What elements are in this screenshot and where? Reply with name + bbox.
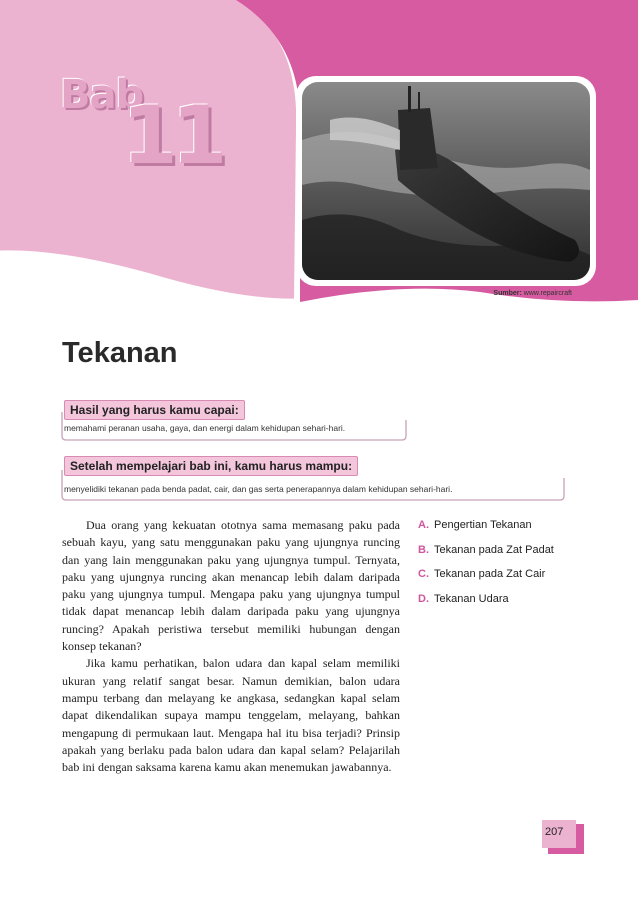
toc-label: Tekanan pada Zat Cair xyxy=(434,568,546,580)
toc-letter: D. xyxy=(418,592,429,605)
objectives-heading: Setelah mempelajari bab ini, kamu harus mampu: xyxy=(64,456,358,476)
photo-source xyxy=(440,290,572,297)
chapter-title: Tekanan xyxy=(62,337,178,369)
page-number-badge xyxy=(538,818,588,858)
photo-source-label: Sumber: xyxy=(493,290,522,297)
intro-paragraph-1: Dua orang yang kekuatan ototnya sama memasang paku pada sebuah kayu, yang satu menggunakan paku yang ujungnya runcing dan yang lain menggunakan paku yang ujungnya tumpul. Ternyata, paku yang ujungnya runcing akan menancap lebih dalam daripada paku yang ujungnya tumpul. Mengapa paku yang ujungnya tumpul tidak dapat menancap lebih dalam daripada paku yang ujungnya runcing? Apakah peristiwa tersebut memiliki hubungan dengan konsep tekanan? xyxy=(62,518,400,654)
toc-label: Tekanan Udara xyxy=(434,592,509,605)
toc-item[interactable] xyxy=(418,519,588,544)
chapter-contents xyxy=(418,519,588,617)
toc-item[interactable] xyxy=(418,544,588,569)
chapter-header-art xyxy=(0,0,638,310)
submarine-photo xyxy=(302,82,590,280)
goals-text: memahami peranan usaha, gaya, dan energi dalam kehidupan sehari-hari. xyxy=(64,423,346,433)
photo-source-value: www.repaircraft xyxy=(523,290,572,297)
toc-letter: C. xyxy=(418,568,429,580)
toc-label: Pengertian Tekanan xyxy=(434,519,532,531)
toc-item[interactable] xyxy=(418,593,588,618)
toc-letter: B. xyxy=(418,543,429,556)
toc-label: Tekanan pada Zat Padat xyxy=(434,543,554,556)
intro-paragraph-2: Jika kamu perhatikan, balon udara dan kapal selam memiliki ukuran yang relatif sangat besar. Namun demikian, balon udara mampu terbang dan melayang ke angkasa, sedangkan kapal selam dapat dikendalikan supaya mampu tenggelam, melayang, bahkan mengapung di permukaan laut. Mengapa hal itu bisa terjadi? Prinsip apakah yang berlaku pada balon udara dan kapal selam? Pelajarilah bab ini dengan saksama karena kamu akan menemukan jawabannya. xyxy=(62,656,400,775)
chapter-number: 11 xyxy=(122,89,222,182)
chapter-label: Bab xyxy=(60,72,144,118)
intro-text xyxy=(62,517,400,776)
objectives-text: menyelidiki tekanan pada benda padat, cair, dan gas serta penerapannya dalam kehidupan sehari-hari. xyxy=(64,484,453,494)
goals-heading: Hasil yang harus kamu capai: xyxy=(64,400,245,420)
toc-letter: A. xyxy=(418,519,429,531)
toc-item[interactable] xyxy=(418,568,588,593)
page-number: 207 xyxy=(545,826,564,838)
